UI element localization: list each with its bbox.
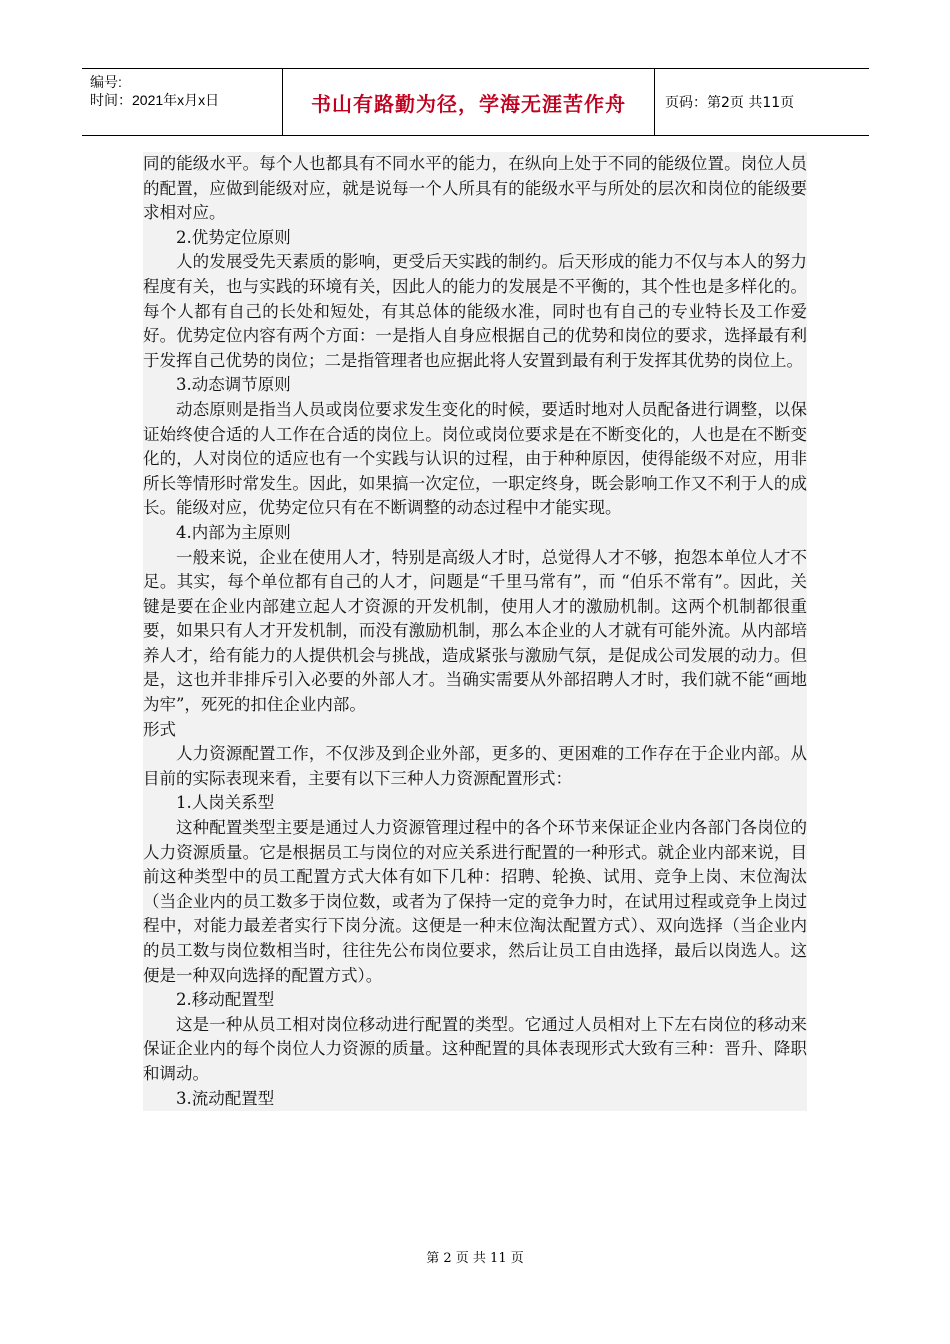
heading-form-2: 2.移动配置型 [176,990,275,1010]
page-header [82,68,869,136]
paragraph-principle-2: 人的发展受先天素质的影响，更受后天实践的制约。后天形成的能力不仅与本人的努力程度有关，也与实践的环境有关，因此人的能力的发展是不平衡的，其个性也是多样化的。每个人都有自己的长处和短处，有其总体的能级水准，同时也有自己的专业特长及工作爱好。优势定位内容有两个方面：一是指人自身应根据自己的优势和岗位的要求，选择最有利于发挥自己优势的岗位；二是指管理者也应据此将人安置到最有利于发挥其优势的岗位上。 [143,252,807,370]
heading-principle-3: 3.动态调节原则 [176,375,291,395]
document-body [143,152,807,1111]
heading-form-1: 1.人岗关系型 [176,793,275,813]
paragraph-principle-3: 动态原则是指当人员或岗位要求发生变化的时候，要适时地对人员配备进行调整，以保证始终使合适的人工作在合适的岗位上。岗位或岗位要求是在不断变化的，人也是在不断变化的，人对岗位的适应也有一个实践与认识的过程，由于种种原因，使得能级不对应，用非所长等情形时常发生。因此，如果搞一次定位，一职定终身，既会影响工作又不利于人的成长。能级对应，优势定位只有在不断调整的动态过程中才能实现。 [143,399,807,518]
paragraph-form-1: 这种配置类型主要是通过人力资源管理过程中的各个环节来保证企业内各部门各岗位的人力资源质量。它是根据员工与岗位的对应关系进行配置的一种形式。就企业内部来说，目前这种类型中的员工配置方式大体有如下几种：招聘、轮换、试用、竞争上岗、末位淘汰（当企业内的员工数多于岗位数，或者为了保持一定的竞争力时，在试用过程或竞争上岗过程中，对能力最差者实行下岗分流。这便是一种末位淘汰配置方式）、双向选择（当企业内的员工数与岗位数相当时，往往先公布岗位要求，然后让员工自由选择，最后以岗选人。这便是一种双向选择的配置方式）。 [143,818,807,985]
date-label: 时间：2021年x月x日 [90,92,220,108]
paragraph-form-2: 这是一种从员工相对岗位移动进行配置的类型。它通过人员相对上下左右岗位的移动来保证企业内的每个岗位人力资源的质量。这种配置的具体表现形式大致有三种：晋升、降职和调动。 [143,1014,807,1083]
header-meta [82,69,283,135]
page-footer: 第 2 页 共 11 页 [426,1251,524,1266]
paragraph-intro: 同的能级水平。每个人也都具有不同水平的能力，在纵向上处于不同的能级位置。岗位人员的配置，应做到能级对应，就是说每一个人所具有的能级水平与所处的层次和岗位的能级要求相对应。 [143,154,807,223]
header-motto: 书山有路勤为径，学海无涯苦作舟 [283,69,655,135]
heading-form-3: 3.流动配置型 [176,1088,275,1108]
heading-principle-2: 2.优势定位原则 [176,227,291,247]
heading-principle-4: 4.内部为主原则 [176,522,291,542]
paragraph-principle-4: 一般来说，企业在使用人才，特别是高级人才时，总觉得人才不够，抱怨本单位人才不足。其实，每个单位都有自己的人才，问题是“千里马常有”，而 “伯乐不常有”。因此，关键是要在企业内部建立起人才资源的开发机制，使用人才的激励机制。这两个机制都很重要，如果只有人才开发机制，而没有激励机制，那么本企业的人才就有可能外流。从内部培养人才，给有能力的人提供机会与挑战，造成紧张与激励气氛，是促成公司发展的动力。但是，这也并非排斥引入必要的外部人才。当确实需要从外部招聘人才时，我们就不能“画地为牢”，死死的扣住企业内部。 [143,547,807,715]
header-page-info: 页码：第2页 共11页 [665,95,795,111]
paragraph-forms: 人力资源配置工作，不仅涉及到企业外部，更多的、更困难的工作存在于企业内部。从目前的实际表现来看，主要有以下三种人力资源配置形式： [143,744,807,788]
serial-label: 编号: [90,74,122,90]
section-title-forms: 形式 [143,719,176,739]
